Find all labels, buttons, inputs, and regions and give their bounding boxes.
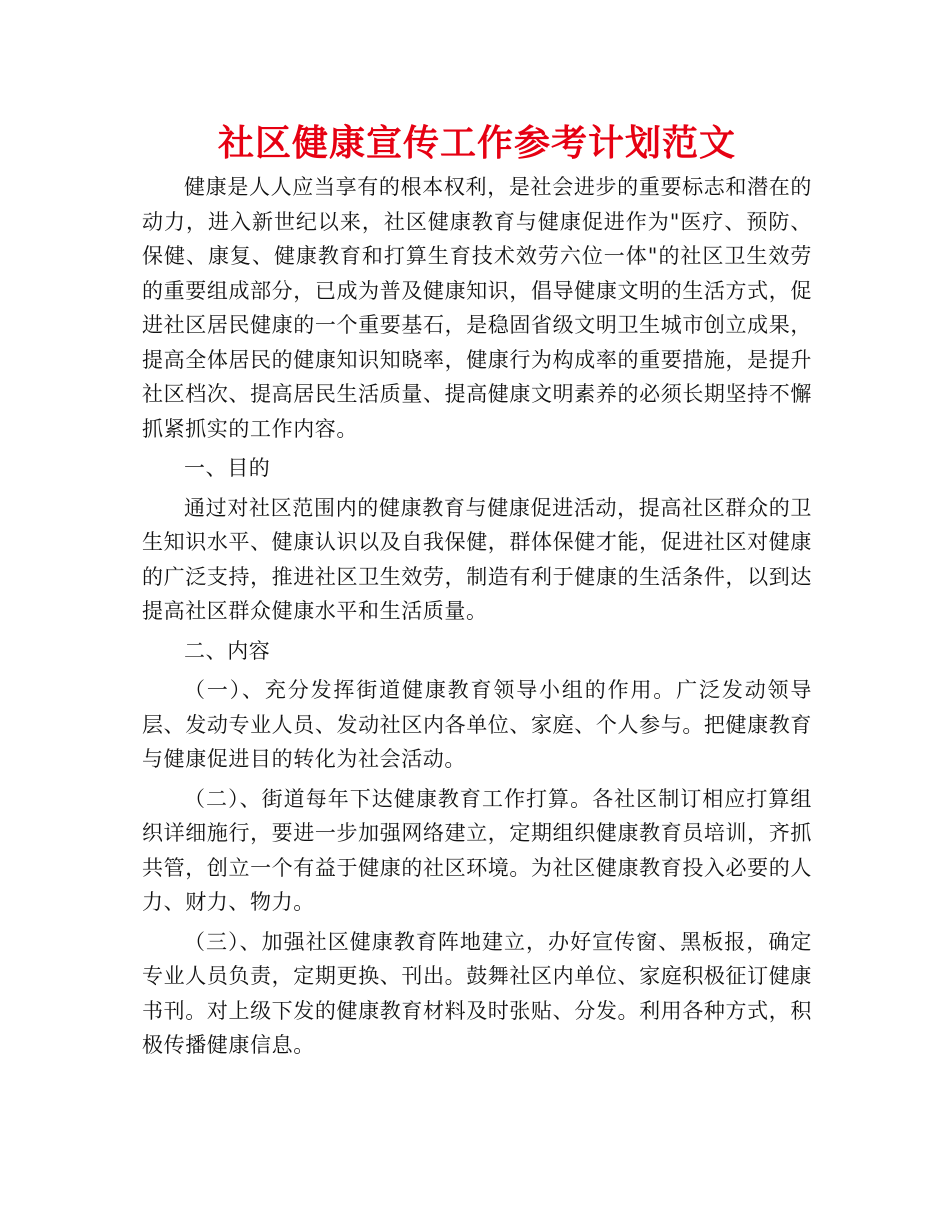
document-title: 社区健康宣传工作参考计划范文 — [217, 123, 736, 164]
content-item-2: （二）、街道每年下达健康教育工作打算。各社区制订相应打算组织详细施行，要进一步加强网络建立，定期组织健康教育员培训，齐抓共管，创立一个有益于健康的社区环境。为社区健康教育投入必要的人力、财力、物力。 — [142, 786, 812, 914]
section-heading-content: 二、内容 — [184, 638, 271, 663]
content-item-3: （三）、加强社区健康教育阵地建立，办好宣传窗、黑板报，确定专业人员负责，定期更换、刊出。鼓舞社区内单位、家庭积极征订健康书刊。对上级下发的健康教育材料及时张贴、分发。利用各种方式，积极传播健康信息。 — [142, 929, 812, 1057]
intro-paragraph: 健康是人人应当享有的根本权利，是社会进步的重要标志和潜在的动力，进入新世纪以来，社区健康教育与健康促进作为"医疗、预防、保健、康复、健康教育和打算生育技术效劳六位一体"的社区卫生效劳的重要组成部分，已成为普及健康知识，倡导健康文明的生活方式，促进社区居民健康的一个重要基石，是稳固省级文明卫生城市创立成果，提高全体居民的健康知识知晓率，健康行为构成率的重要措施，是提升社区档次、提高居民生活质量、提高健康文明素养的必须长期坚持不懈抓紧抓实的工作内容。 — [142, 175, 812, 441]
section-heading-purpose: 一、目的 — [184, 456, 271, 480]
content-item-1: （一）、充分发挥街道健康教育领导小组的作用。广泛发动领导层、发动专业人员、发动社区内各单位、家庭、个人参与。把健康教育与健康促进目的转化为社会活动。 — [142, 678, 812, 771]
purpose-paragraph: 通过对社区范围内的健康教育与健康促进活动，提高社区群众的卫生知识水平、健康认识以及自我保健，群体保健才能，促进社区对健康的广泛支持，推进社区卫生效劳，制造有利于健康的生活条件，以到达提高社区群众健康水平和生活质量。 — [142, 495, 812, 623]
